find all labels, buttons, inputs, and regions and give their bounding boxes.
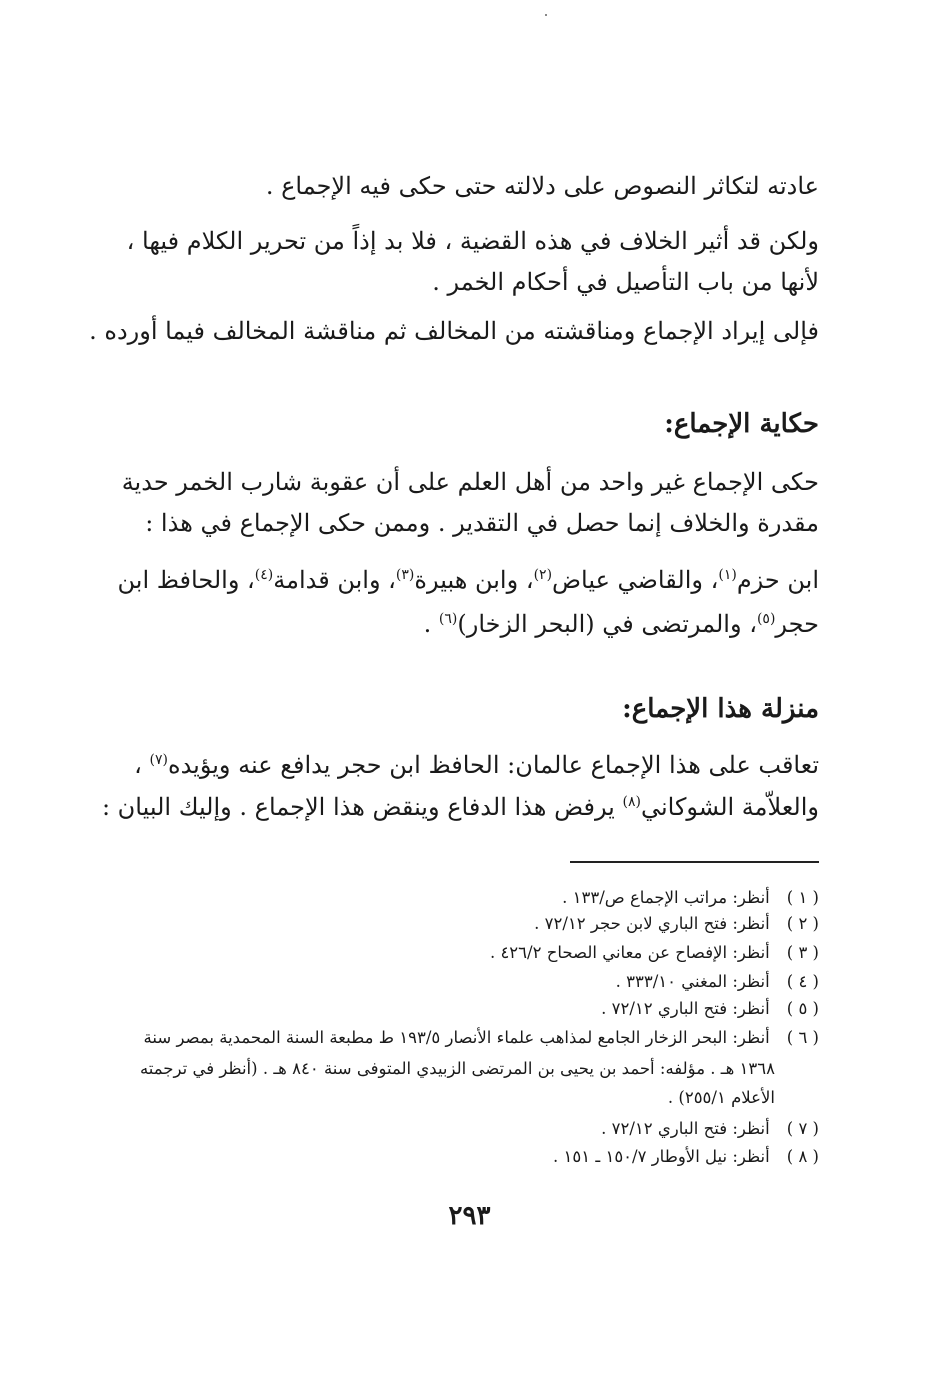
footnote-ref-4: (٤) [254,567,274,583]
footnote-number: ( ٣ ) [786,943,819,962]
name-ibn-qudama: ، وابن قدامة [273,566,396,594]
footnote-number: ( ٤ ) [786,972,819,991]
footnote-6 [144,1026,819,1050]
footnote-ref-6: (٦) [438,611,458,627]
footnote-text: أنظر: نيل الأوطار ١٥٠/٧ ـ ١٥١ . [553,1147,770,1166]
footnote-7 [601,1117,819,1141]
footnote-text: أنظر: فتح الباري لابن حجر ٧٢/١٢ . [534,914,770,933]
body-line-2: ولكن قد أثير الخلاف في هذه القضية ، فلا بد إذاً من تحرير الكلام فيها ، [126,227,819,255]
footnote-5 [601,997,819,1021]
scan-speck [545,14,547,16]
section2-line-1-end: ، [134,751,150,779]
footnote-number: ( ٥ ) [786,999,819,1018]
footnote-ref-1: (١) [718,567,737,583]
footnote-ref-5: (٥) [756,611,776,627]
section1-names-line-2 [424,608,819,640]
section2-line-2-text: يرفض هذا الدفاع وينقض هذا الإجماع . وإليك البيان : [101,793,623,821]
footnote-ref-2: (٢) [533,567,553,583]
body-line-1: عادته لتكاثر النصوص على دلالته حتى حكى فيه الإجماع . [265,172,819,200]
footnote-ref-3: (٣) [395,567,415,583]
footnote-1 [562,886,819,910]
footnote-text: أنظر: البحر الزخار الجامع لمذاهب علماء الأنصار ١٩٣/٥ ط مطبعة السنة المحمدية بمصر سنة [143,1028,770,1047]
footnote-ref-7: (٧) [149,752,168,768]
footnote-text: أنظر: الإفصاح عن معاني الصحاح ٤٢٦/٢ . [489,943,770,962]
footnote-number: ( ٢ ) [786,914,819,933]
section2-line-1-text: تعاقب على هذا الإجماع عالمان: الحافظ ابن حجر يدافع عنه ويؤيده [168,751,819,779]
footnote-6-continuation-2: الأعلام ٢٥٥/١) . [667,1088,775,1107]
footnote-text: أنظر: فتح الباري ٧٢/١٢ . [601,1119,770,1138]
sentence-end: . [423,610,439,638]
footnote-6-continuation-1: ١٣٦٨ هـ . مؤلفه: أحمد بن يحيى بن المرتضى الزبيدي المتوفى سنة ٨٤٠ هـ . (أنظر في ترجمته [139,1059,775,1078]
name-murtada: ، والمرتضى في (البحر الزخار) [457,610,757,638]
body-line-3: لأنها من باب التأصيل في أحكام الخمر . [432,268,819,296]
body-line-4: فإلى إيراد الإجماع ومناقشته من المخالف ثم مناقشة المخالف فيما أورده . [89,317,819,345]
footnote-separator [570,861,819,863]
name-shawkani: والعلاّمة الشوكاني [640,793,819,821]
footnote-text: أنظر: فتح الباري ٧٢/١٢ . [601,999,770,1018]
section2-line-1 [134,749,819,781]
footnote-ref-8: (٨) [622,794,641,810]
footnote-text: أنظر: المغني ٣٣٣/١٠ . [615,972,770,991]
footnote-2 [534,912,819,936]
footnote-text: أنظر: مراتب الإجماع ص/١٣٣ . [562,888,770,907]
section1-line-1: حكى الإجماع غير واحد من أهل العلم على أن عقوبة شارب الخمر حدية [121,468,819,496]
name-hajar: حجر [775,610,819,638]
section1-line-2: مقدرة والخلاف إنما حصل في التقدير . وممن حكى الإجماع في هذا : [145,509,819,537]
section-heading-ijma-report: حكاية الإجماع: [664,409,819,439]
footnote-number: ( ١ ) [786,888,819,907]
footnote-4 [616,970,819,994]
name-qadi-iyad: ، والقاضي عياض [552,566,719,594]
name-ibn-hubayra: ، وابن هبيرة [414,566,534,594]
footnote-3 [490,941,819,965]
footnote-8 [553,1145,819,1169]
footnote-number: ( ٧ ) [786,1119,819,1138]
footnote-number: ( ٦ ) [786,1028,819,1047]
footnote-number: ( ٨ ) [786,1147,819,1166]
section1-names-line-1 [118,564,819,596]
name-hafiz-ibn: ، والحافظ ابن [117,566,255,594]
section-heading-ijma-status: منزلة هذا الإجماع: [622,694,819,724]
page-number: ٢٩٣ [448,1201,491,1231]
name-ibn-hazm: ابن حزم [736,566,819,594]
section2-line-2 [102,791,819,823]
